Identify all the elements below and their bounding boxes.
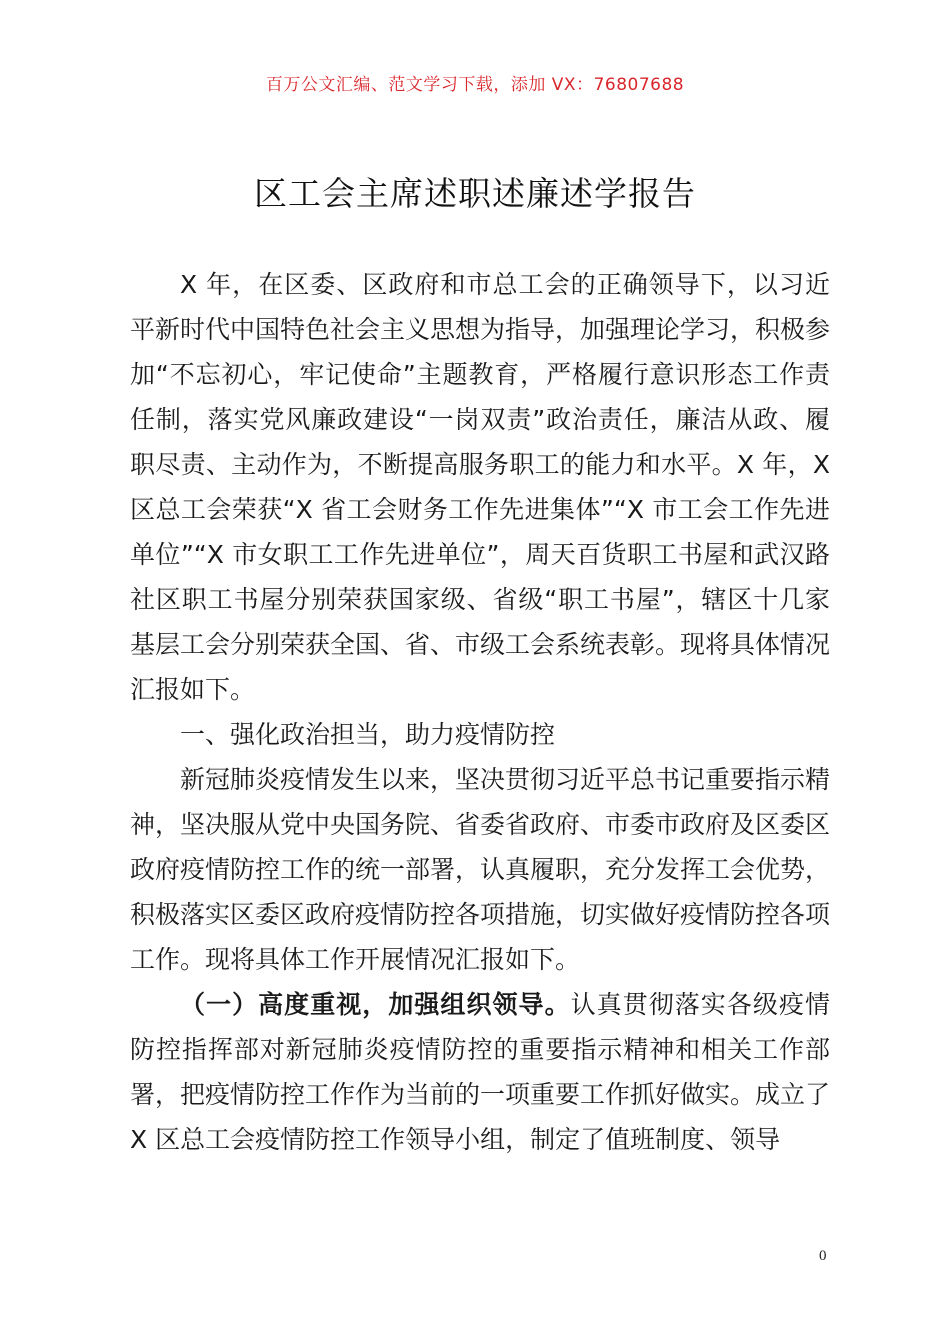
intro-paragraph: X 年，在区委、区政府和市总工会的正确领导下，以习近平新时代中国特色社会主义思想为指导，加强理论学习，积极参加“不忘初心，牢记使命”主题教育，严格履行意识形态工作责任制，落实党风廉政建设“一岗双责”政治责任，廉洁从政、履职尽责、主动作为，不断提高服务职工的能力和水平。X 年，X 区总工会荣获“X 省工会财务工作先进集体”“X 市工会工作先进单位”“X 市女职工工作先进单位”，周天百货职工书屋和武汉路社区职工书屋分别荣获国家级、省级“职工书屋”，辖区十几家基层工会分别荣获全国、省、市级工会系统表彰。现将具体情况汇报如下。 <box>130 270 831 704</box>
header-banner: 百万公文汇编、范文学习下载，添加 VX：76807688 <box>265 75 685 95</box>
section-heading: 一、强化政治担当，助力疫情防控 <box>180 720 556 749</box>
page-number: 0 <box>819 1248 827 1264</box>
item-paragraph <box>130 982 830 1162</box>
item-body: 认真贯彻落实各级疫情防控指挥部对新冠肺炎疫情防控的重要指示精神和相关工作部署，把疫情防控工作作为当前的一项重要工作抓好做实。成立了 X 区总工会疫情防控工作领导小组，制定了值班制度、领导 <box>130 990 831 1154</box>
section-paragraph: 新冠肺炎疫情发生以来，坚决贯彻习近平总书记重要指示精神，坚决服从党中央国务院、省委省政府、市委市政府及区委区政府疫情防控工作的统一部署，认真履职，充分发挥工会优势，积极落实区委区政府疫情防控各项措施，切实做好疫情防控各项工作。现将具体工作开展情况汇报如下。 <box>130 765 831 974</box>
document-body <box>130 262 830 1162</box>
item-lead: （一）高度重视，加强组织领导。 <box>180 990 571 1019</box>
document-title: 区工会主席述职述廉述学报告 <box>254 174 696 213</box>
